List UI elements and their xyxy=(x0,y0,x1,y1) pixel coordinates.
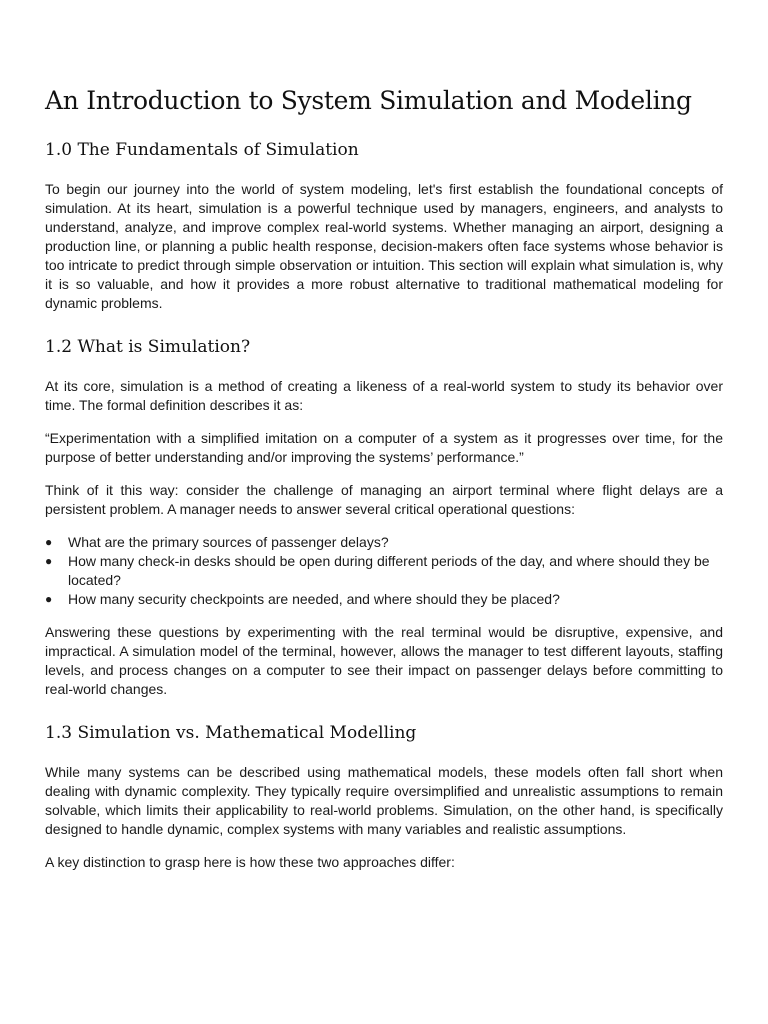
question-list xyxy=(45,533,723,609)
bullet-icon: ● xyxy=(45,535,53,549)
section-heading-what-is-simulation: 1.2 What is Simulation? xyxy=(45,337,251,357)
section-heading-fundamentals: 1.0 The Fundamentals of Simulation xyxy=(45,140,359,160)
bullet-icon: ● xyxy=(45,592,53,606)
list-item-text: How many check-in desks should be open during different periods of the day, and where should they be located? xyxy=(68,553,710,588)
document-title: An Introduction to System Simulation and Modeling xyxy=(45,86,692,115)
paragraph-answering-questions: Answering these questions by experimenting with the real terminal would be disruptive, expensive, and impractical. A simulation model of the terminal, however, allows the manager to test different layouts, staffing levels, and process changes on a computer to see their impact on passenger delays before committing to real-world changes. xyxy=(45,624,723,697)
list-item xyxy=(45,552,723,590)
paragraph-math-models-limits: While many systems can be described using mathematical models, these models often fall short when dealing with dynamic complexity. They typically require oversimplified and unrealistic assumptions to remain solvable, which limits their applicability to real-world problems. Simulation, on the other hand, is specifically designed to handle dynamic, complex systems with many variables and realistic assumptions. xyxy=(45,764,723,837)
document-page xyxy=(45,84,723,886)
list-item-text: How many security checkpoints are needed, and where should they be placed? xyxy=(68,591,560,607)
paragraph-airport-example: Think of it this way: consider the challenge of managing an airport terminal where flight delays are a persistent problem. A manager needs to answer several critical operational questions: xyxy=(45,482,723,517)
paragraph-key-distinction: A key distinction to grasp here is how these two approaches differ: xyxy=(45,854,455,870)
section-heading-sim-vs-math: 1.3 Simulation vs. Mathematical Modelling xyxy=(45,723,417,743)
paragraph-fundamentals-intro: To begin our journey into the world of system modeling, let's first establish the foundational concepts of simulation. At its heart, simulation is a powerful technique used by managers, engineers, and analysts to understand, analyze, and improve complex real-world systems. Whether managing an airport, designing a production line, or planning a public health response, decision-makers often face systems whose behavior is too intricate to predict through simple observation or intuition. This section will explain what simulation is, why it is so valuable, and how it provides a more robust alternative to traditional mathematical modeling for dynamic problems. xyxy=(45,181,723,311)
list-item xyxy=(45,590,723,609)
paragraph-core-definition: At its core, simulation is a method of creating a likeness of a real-world system to study its behavior over time. The formal definition describes it as: xyxy=(45,378,723,413)
bullet-icon: ● xyxy=(45,554,53,568)
list-item-text: What are the primary sources of passenger delays? xyxy=(68,534,389,550)
paragraph-formal-quote: “Experimentation with a simplified imitation on a computer of a system as it progresses over time, for the purpose of better understanding and/or improving the systems’ performance.” xyxy=(45,430,723,465)
list-item xyxy=(45,533,723,552)
